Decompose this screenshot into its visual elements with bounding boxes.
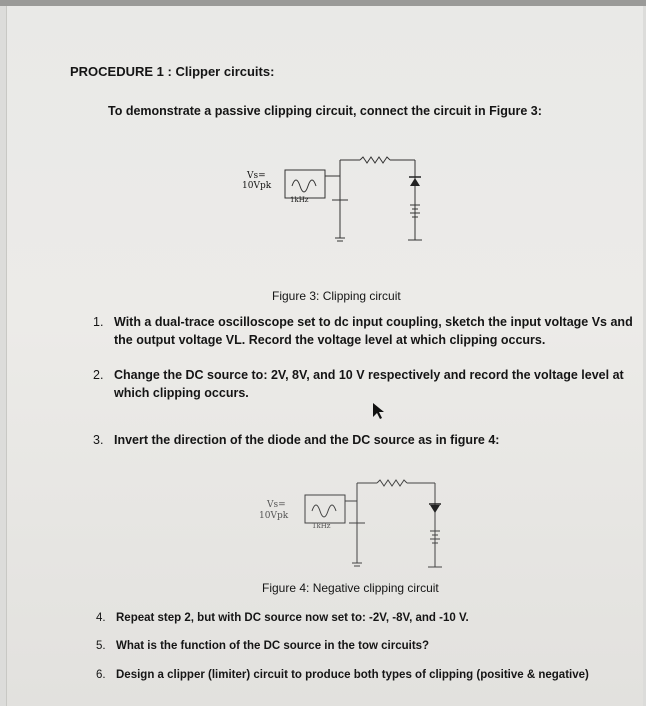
diode-icon (430, 505, 440, 513)
figure-3-source-label: Vs= (247, 171, 266, 181)
sine-wave-icon (312, 505, 336, 517)
procedure-heading: PROCEDURE 1 : Clipper circuits: (70, 64, 275, 79)
step-1-text-line-1: With a dual-trace oscilloscope set to dc input coupling, sketch the input voltage Vs and (114, 315, 633, 329)
figure-3-caption: Figure 3: Clipping circuit (272, 289, 401, 303)
figure-4-circuit (255, 475, 455, 575)
step-3-text: Invert the direction of the diode and the DC source as in figure 4: (114, 433, 500, 447)
step-5-number: 5. (96, 640, 106, 652)
intro-text: To demonstrate a passive clipping circuit, connect the circuit in Figure 3: (108, 104, 542, 118)
step-6-text: Design a clipper (limiter) circuit to produce both types of clipping (positive & negative) (116, 669, 589, 681)
step-6-number: 6. (96, 669, 106, 681)
function-generator-symbol (285, 170, 325, 198)
resistor-symbol (360, 157, 390, 163)
resistor-symbol (377, 480, 407, 486)
figure-3-amplitude-label: 10Vpk (242, 181, 272, 191)
step-2-text-line-2: which clipping occurs. (114, 386, 249, 400)
figure-4-source-label: Vs= (267, 500, 286, 510)
step-5-text: What is the function of the DC source in the tow circuits? (116, 640, 430, 652)
step-4-text: Repeat step 2, but with DC source now set to: -2V, -8V, and -10 V. (116, 612, 469, 624)
mouse-cursor-icon (373, 403, 387, 421)
figure-4-caption: Figure 4: Negative clipping circuit (262, 581, 439, 595)
figure-3-circuit (240, 150, 440, 250)
step-3-number: 3. (93, 433, 104, 447)
figure-3-frequency-label: 1kHz (290, 196, 309, 204)
figure-4-frequency-label: 1kHz (312, 522, 331, 530)
step-2-number: 2. (93, 368, 104, 382)
sine-wave-icon (292, 180, 316, 192)
step-4-number: 4. (96, 612, 106, 624)
step-1-text-line-2: the output voltage VL. Record the voltage level at which clipping occurs. (114, 333, 546, 347)
step-1-number: 1. (93, 315, 104, 329)
step-2-text-line-1: Change the DC source to: 2V, 8V, and 10 V respectively and record the voltage level at (114, 368, 624, 382)
function-generator-symbol (305, 495, 345, 523)
diode-icon (410, 178, 420, 186)
figure-4-amplitude-label: 10Vpk (259, 511, 289, 521)
